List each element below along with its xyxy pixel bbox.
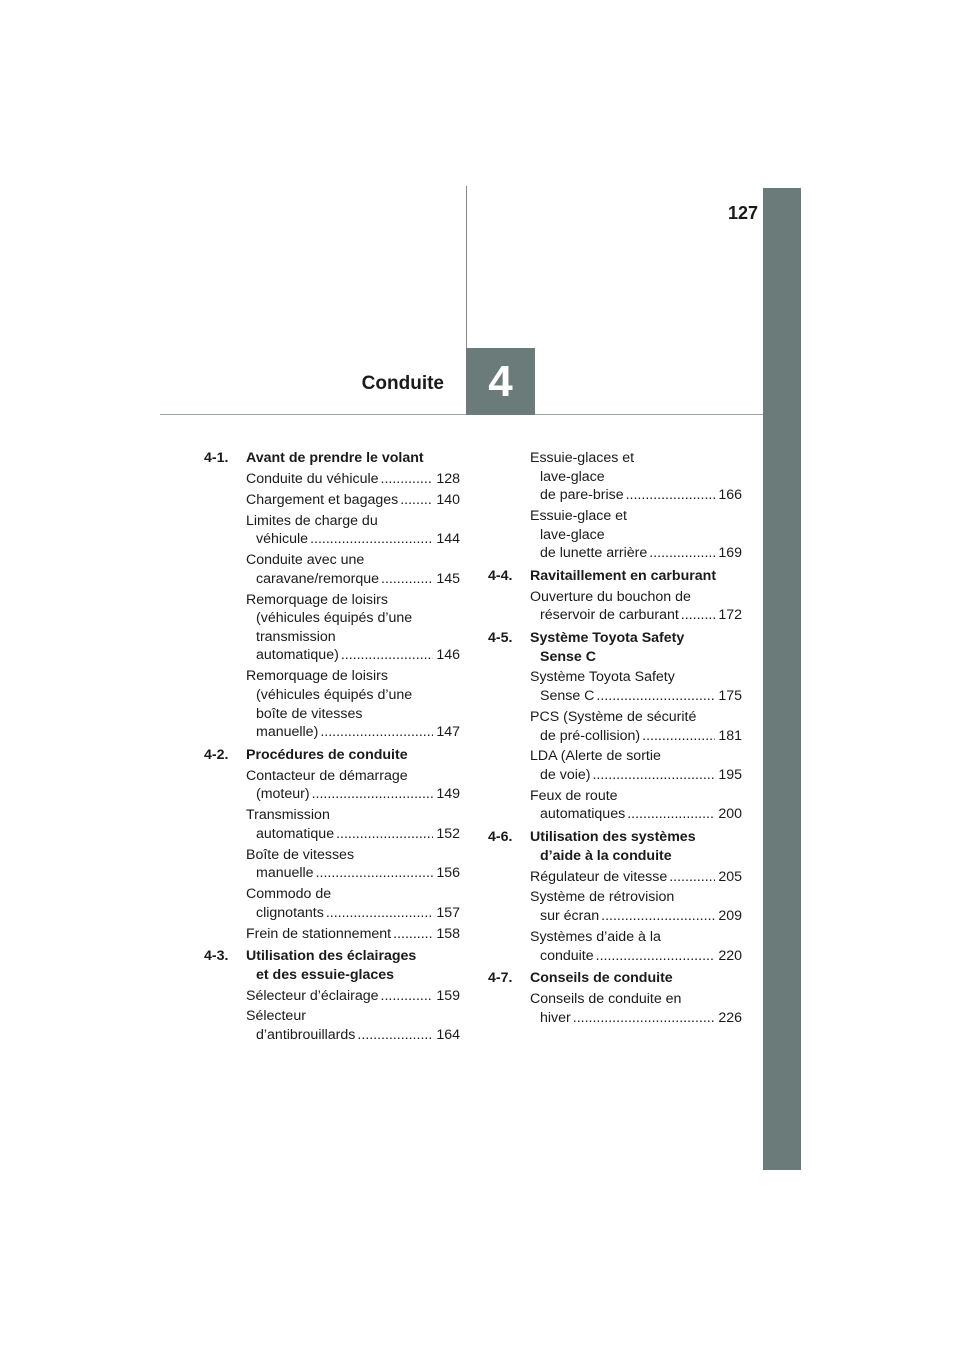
toc-entry-text: Commodo de bbox=[246, 886, 332, 903]
toc-section bbox=[488, 567, 742, 625]
toc-entry-last-line bbox=[246, 785, 460, 804]
toc-section-title bbox=[530, 828, 742, 865]
toc-entry-text: de voie) bbox=[540, 766, 591, 783]
toc-entry[interactable] bbox=[530, 708, 742, 745]
toc-entry-last-line bbox=[246, 987, 460, 1006]
toc-page-number: 209 bbox=[718, 908, 742, 925]
toc-page-number: 205 bbox=[718, 868, 742, 885]
toc-section-title-line: d’aide à la conduite bbox=[540, 847, 672, 864]
toc-section-title-line: Système Toyota Safety bbox=[530, 629, 685, 646]
toc-page-number: 144 bbox=[436, 531, 460, 548]
toc-page-number: 181 bbox=[718, 727, 742, 744]
header-vertical-rule bbox=[466, 186, 467, 348]
toc-section-heading[interactable] bbox=[488, 629, 742, 666]
dot-leader bbox=[592, 766, 715, 785]
dot-leader bbox=[649, 544, 715, 563]
toc-entry-last-line bbox=[246, 570, 460, 589]
toc-entry-text: Système de rétrovision bbox=[530, 889, 675, 906]
dot-leader bbox=[601, 907, 715, 926]
toc-entry[interactable] bbox=[246, 667, 460, 741]
toc-entry-last-line bbox=[246, 904, 460, 923]
toc-page-number: 152 bbox=[436, 825, 460, 842]
dot-leader bbox=[336, 825, 433, 844]
toc-entry-last-line bbox=[530, 486, 742, 505]
toc-entry-text: Ouverture du bouchon de bbox=[530, 588, 691, 605]
toc-entry-text: Frein de stationnement bbox=[246, 925, 392, 942]
toc-section bbox=[204, 947, 460, 1045]
toc-entry-text: manuelle) bbox=[256, 724, 319, 741]
toc-entry-text: Chargement et bagages bbox=[246, 491, 399, 508]
toc-section-heading[interactable] bbox=[204, 746, 460, 765]
toc-entry-last-line bbox=[530, 766, 742, 785]
toc-section-heading[interactable] bbox=[488, 567, 742, 586]
toc-entry-text: (véhicules équipés d’une bbox=[256, 686, 413, 703]
toc-entry-last-line bbox=[530, 805, 742, 824]
toc-section-title-line: Utilisation des systèmes bbox=[530, 829, 696, 846]
dot-leader bbox=[681, 606, 716, 625]
toc-entry-last-line bbox=[246, 530, 460, 549]
toc-page-number: 169 bbox=[718, 545, 742, 562]
toc-page-number: 220 bbox=[718, 947, 742, 964]
toc-entry-text: Boîte de vitesses bbox=[246, 846, 355, 863]
toc-entry[interactable] bbox=[530, 449, 742, 505]
toc-entry-text: Essuie-glace et bbox=[530, 508, 627, 525]
toc-entry[interactable] bbox=[530, 787, 742, 824]
page-number: 127 bbox=[727, 203, 758, 223]
dot-leader bbox=[381, 570, 433, 589]
toc-page-number: 145 bbox=[436, 570, 460, 587]
toc-entry[interactable] bbox=[530, 868, 742, 887]
toc-entry-text: Sélecteur bbox=[246, 1008, 306, 1025]
dot-leader bbox=[381, 987, 434, 1006]
toc-entry[interactable] bbox=[246, 846, 460, 883]
toc-section-title bbox=[246, 947, 460, 984]
chapter-title: Conduite bbox=[361, 373, 444, 394]
toc-entry-last-line bbox=[530, 868, 742, 887]
toc-entry-text: Sense C bbox=[540, 688, 595, 705]
toc-entry-text: (véhicules équipés d’une bbox=[256, 610, 413, 627]
toc-entry-text: PCS (Système de sécurité bbox=[530, 708, 697, 725]
toc-entry-last-line bbox=[530, 687, 742, 706]
dot-leader bbox=[357, 1026, 433, 1045]
toc-entry-last-line bbox=[246, 470, 460, 489]
toc-entry[interactable] bbox=[530, 928, 742, 965]
toc-entry[interactable] bbox=[246, 806, 460, 843]
toc-page-number: 195 bbox=[718, 766, 742, 783]
toc-entry-text: conduite bbox=[540, 947, 594, 964]
toc-entry[interactable] bbox=[246, 925, 460, 944]
toc-section bbox=[488, 969, 742, 1027]
toc-section-heading[interactable] bbox=[204, 449, 460, 468]
toc-page-number: 146 bbox=[436, 647, 460, 664]
dot-leader bbox=[310, 530, 433, 549]
toc-section-title: Conseils de conduite bbox=[530, 970, 673, 987]
toc-entry-text: (moteur) bbox=[256, 786, 310, 803]
toc-section-number: 4-3. bbox=[204, 948, 229, 965]
toc-entry[interactable] bbox=[530, 888, 742, 925]
toc-entry-last-line bbox=[246, 925, 460, 944]
toc-entry[interactable] bbox=[246, 551, 460, 588]
toc-entry-text: Sélecteur d’éclairage bbox=[246, 987, 379, 1004]
toc-entry[interactable] bbox=[246, 470, 460, 489]
toc-page-number: 226 bbox=[718, 1009, 742, 1026]
toc-entry-text: sur écran bbox=[540, 908, 600, 925]
dot-leader bbox=[626, 486, 716, 505]
toc-entry[interactable] bbox=[246, 1007, 460, 1044]
toc-page-number: 156 bbox=[436, 865, 460, 882]
toc-entry[interactable] bbox=[246, 987, 460, 1006]
toc-page-number: 140 bbox=[436, 491, 460, 508]
toc-entry-text: clignotants bbox=[256, 904, 324, 921]
toc-section-number: 4-7. bbox=[488, 970, 513, 987]
toc-entry-text: Remorquage de loisirs bbox=[246, 668, 388, 685]
toc-entry[interactable] bbox=[530, 668, 742, 705]
toc-entry[interactable] bbox=[530, 588, 742, 625]
toc-entry-last-line bbox=[530, 1009, 742, 1028]
dot-leader bbox=[316, 864, 434, 883]
toc-section-number: 4-1. bbox=[204, 450, 229, 466]
toc-section-title-line: Sense C bbox=[540, 648, 596, 665]
toc-entry-last-line bbox=[246, 1026, 460, 1045]
toc-page-number: 128 bbox=[436, 470, 460, 487]
toc-entry-last-line bbox=[530, 947, 742, 966]
dot-leader bbox=[381, 470, 434, 489]
toc-entry[interactable] bbox=[246, 491, 460, 510]
toc-entry[interactable] bbox=[246, 512, 460, 549]
toc-entry-text: LDA (Alerte de sortie bbox=[530, 748, 661, 765]
toc-entry-text: manuelle bbox=[256, 865, 314, 882]
toc-section-heading[interactable] bbox=[488, 828, 742, 865]
dot-leader bbox=[596, 687, 715, 706]
toc-entry-text: Système Toyota Safety bbox=[530, 669, 675, 686]
toc-entry[interactable] bbox=[530, 990, 742, 1027]
toc-entry-text: caravane/remorque bbox=[256, 570, 380, 587]
toc-section-title: Ravitaillement en carburant bbox=[530, 567, 717, 584]
toc-entry-text: transmission bbox=[256, 628, 336, 645]
toc-entry-text: automatique bbox=[256, 825, 335, 842]
dot-leader bbox=[669, 868, 715, 887]
toc-section-number: 4-5. bbox=[488, 629, 513, 646]
toc-entry-text: Transmission bbox=[246, 807, 330, 824]
toc-section-title: Procédures de conduite bbox=[246, 746, 408, 763]
dot-leader bbox=[573, 1009, 716, 1028]
toc-left-column bbox=[204, 449, 460, 1049]
toc-entry-last-line bbox=[246, 491, 460, 510]
toc-entry-text: d’antibrouillards bbox=[256, 1027, 356, 1044]
toc-section bbox=[488, 828, 742, 965]
toc-entry-text: Régulateur de vitesse bbox=[530, 868, 668, 885]
dot-leader bbox=[312, 785, 434, 804]
toc-entry-last-line bbox=[246, 864, 460, 883]
toc-entry-last-line bbox=[246, 723, 460, 742]
toc-entry-text: Feux de route bbox=[530, 787, 618, 804]
dot-leader bbox=[400, 491, 433, 510]
toc-page-number: 175 bbox=[718, 688, 742, 705]
toc-entry-last-line bbox=[246, 646, 460, 665]
dot-leader bbox=[627, 805, 715, 824]
toc-section-heading[interactable] bbox=[488, 969, 742, 988]
toc-entry-text: Contacteur de démarrage bbox=[246, 767, 408, 784]
toc-right-column bbox=[488, 449, 742, 1031]
toc-entry-last-line bbox=[246, 825, 460, 844]
dot-leader bbox=[596, 947, 716, 966]
toc-section bbox=[488, 629, 742, 824]
toc-entry-text: de lunette arrière bbox=[540, 545, 648, 562]
toc-entry-text: véhicule bbox=[256, 531, 309, 548]
toc-entry-text: réservoir de carburant bbox=[540, 607, 679, 624]
toc-entry[interactable] bbox=[246, 591, 460, 665]
toc-entry[interactable] bbox=[246, 885, 460, 922]
toc-section-title: Avant de prendre le volant bbox=[246, 450, 424, 466]
toc-page-number: 147 bbox=[436, 724, 460, 741]
toc-entry-text: Conduite du véhicule bbox=[246, 470, 379, 487]
toc-entry-last-line bbox=[530, 727, 742, 746]
toc-entry-text: Conduite avec une bbox=[246, 552, 365, 569]
toc-entry[interactable] bbox=[530, 747, 742, 784]
toc-section-number: 4-4. bbox=[488, 567, 513, 584]
toc-section bbox=[204, 746, 460, 943]
toc-entry-text: Systèmes d’aide à la bbox=[530, 928, 661, 945]
toc-entry-text: de pare-brise bbox=[540, 487, 624, 504]
toc-entry-text: automatiques bbox=[540, 806, 626, 823]
dot-leader bbox=[642, 727, 715, 746]
chapter-sidebar-tab bbox=[763, 188, 801, 1170]
header-horizontal-rule bbox=[160, 414, 763, 415]
toc-section-continued bbox=[488, 449, 742, 563]
toc-entry-text: Remorquage de loisirs bbox=[246, 591, 388, 608]
toc-entry-text: hiver bbox=[540, 1009, 571, 1026]
dot-leader bbox=[393, 925, 433, 944]
toc-entry[interactable] bbox=[530, 507, 742, 563]
toc-page-number: 164 bbox=[436, 1027, 460, 1044]
toc-entry-text: automatique) bbox=[256, 647, 339, 664]
dot-leader bbox=[320, 723, 433, 742]
toc-page-number: 200 bbox=[718, 806, 742, 823]
toc-entry-text: Limites de charge du bbox=[246, 512, 378, 529]
toc-page-number: 159 bbox=[436, 987, 460, 1004]
toc-section-title bbox=[530, 629, 742, 666]
toc-section-heading[interactable] bbox=[204, 947, 460, 984]
dot-leader bbox=[326, 904, 434, 923]
toc-entry-text: boîte de vitesses bbox=[256, 705, 363, 722]
toc-section-number: 4-6. bbox=[488, 829, 513, 846]
toc-section-title-line: Utilisation des éclairages bbox=[246, 948, 417, 965]
toc-entry-text: Conseils de conduite en bbox=[530, 991, 682, 1007]
toc-entry-text: lave-glace bbox=[540, 526, 605, 543]
toc-page-number: 158 bbox=[436, 925, 460, 942]
toc-entry[interactable] bbox=[246, 767, 460, 804]
toc-entry-text: de pré-collision) bbox=[540, 727, 641, 744]
toc-entry-text: Essuie-glaces et bbox=[530, 450, 635, 466]
toc-page-number: 149 bbox=[436, 786, 460, 803]
toc-entry-last-line bbox=[530, 606, 742, 625]
toc-section-title-line: et des essuie-glaces bbox=[256, 966, 395, 983]
chapter-number-box: 4 bbox=[466, 348, 535, 415]
toc-entry-text: lave-glace bbox=[540, 468, 605, 485]
toc-section bbox=[204, 449, 460, 742]
toc-entry-last-line bbox=[530, 907, 742, 926]
toc-entry-last-line bbox=[530, 544, 742, 563]
toc-page-number: 157 bbox=[436, 904, 460, 921]
toc-page-number: 166 bbox=[718, 487, 742, 504]
toc-section-number: 4-2. bbox=[204, 746, 229, 763]
toc-page-number: 172 bbox=[718, 607, 742, 624]
dot-leader bbox=[341, 646, 434, 665]
